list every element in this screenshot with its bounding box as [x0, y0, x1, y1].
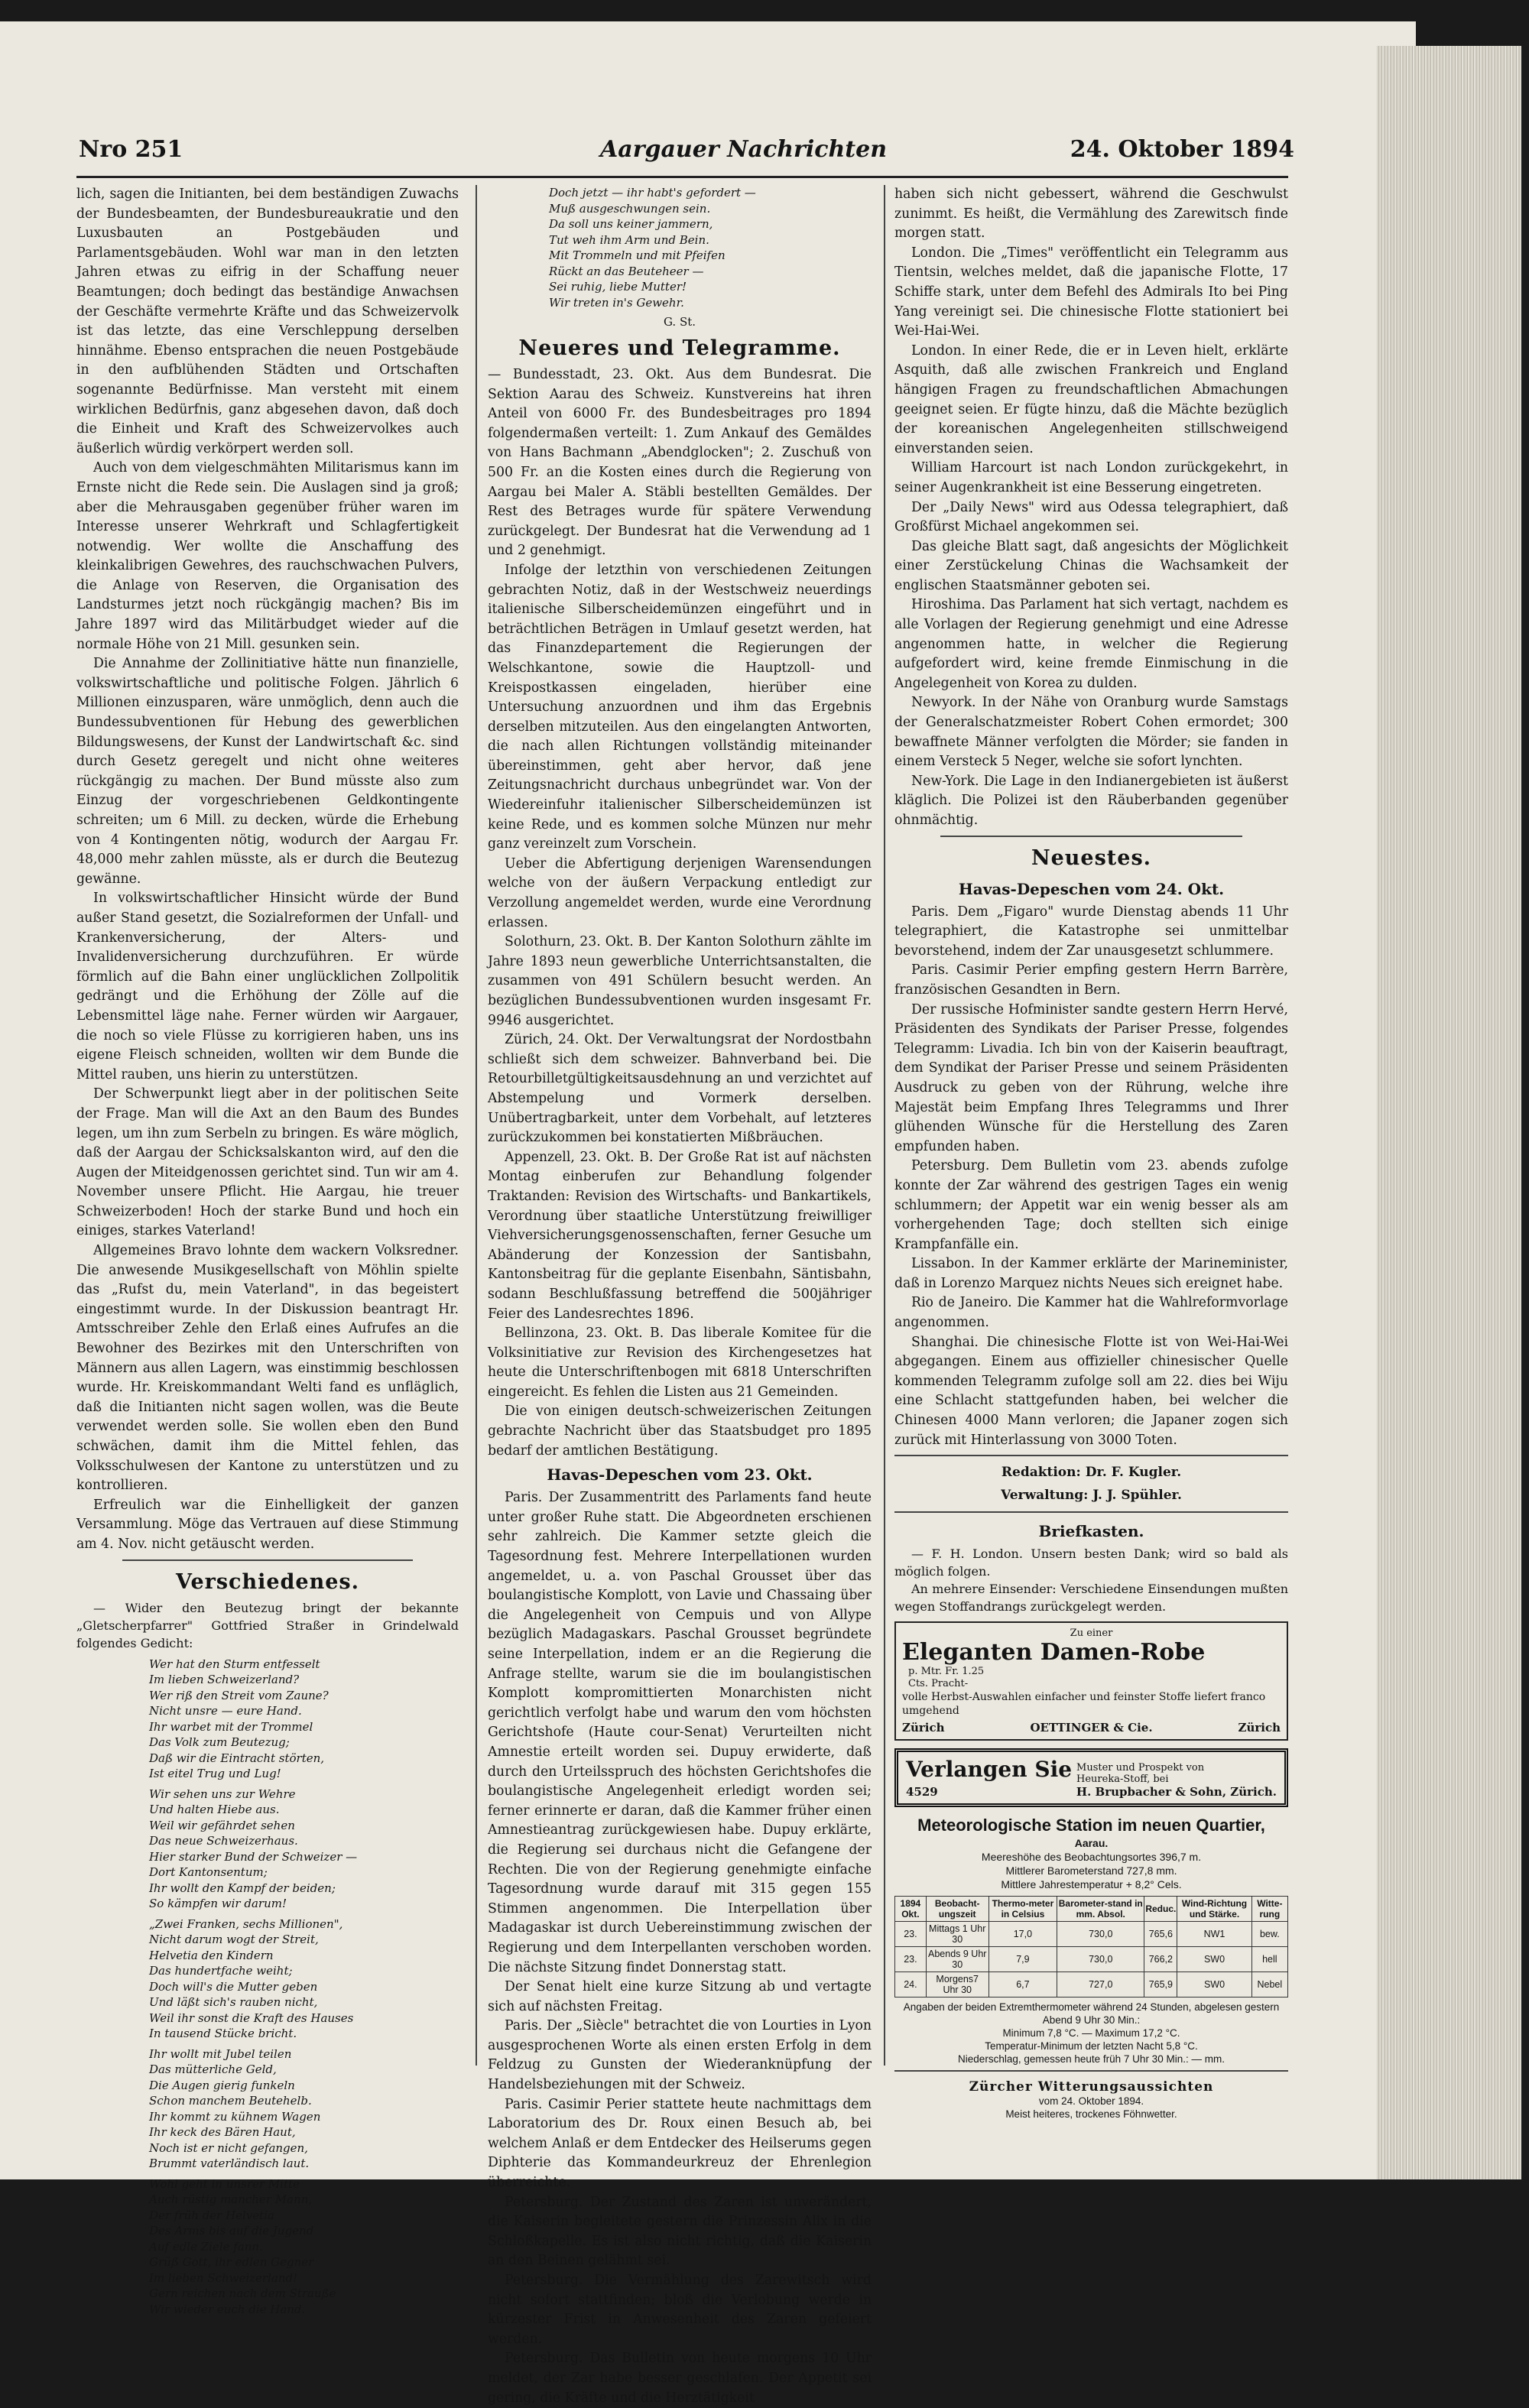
weather-note: Temperatur-Minimum der letzten Nacht 5,8 °C.	[985, 2040, 1198, 2052]
table-cell: Mittags 1 Uhr 30	[926, 1921, 988, 1946]
table-header: Witte-rung	[1251, 1896, 1287, 1921]
news-item: Solothurn, 23. Okt. B. Der Kanton Solothurn zählte im Jahre 1893 neun gewerbliche Unterrichtsanstalten, die zusammen von 491 Schülern besucht werden. An bezüglichen Bundessubventionen wurden insgesamt Fr. 9946 ausgerichtet.	[488, 934, 872, 1028]
issue-number: Nro 251	[79, 136, 183, 163]
article-paragraph: Erfreulich war die Einhelligkeit der ganzen Versammlung. Möge das Vertrauen auf diese Stimmung am 4. Nov. nicht getäuscht werden.	[76, 1497, 459, 1552]
weather-title: Meteorologische Station im neuen Quartier,	[917, 1815, 1265, 1835]
news-item: Shanghai. Die chinesische Flotte ist von Wei-Hai-Wei abgegangen. Einem aus offizieller chinesischer Quelle kommenden Telegramm zufolge soll am 22. dies bei Wiju eine Schlacht stattgefunden haben, bei welcher die Chinesen 4000 Mann verloren; die Japaner zogen sich zurück mit Hinterlassung von 3000 Toten.	[894, 1334, 1288, 1448]
weather-line: Mittlerer Barometerstand 727,8 mm.	[1005, 1864, 1177, 1877]
news-item: Bellinzona, 23. Okt. B. Das liberale Komitee für die Volksinitiative zur Revision des Kirchengesetzes hat heute die Unterschriftenbogen mit 6818 Unterschriften eingereicht. Es fehlen die Listen aus 21 Gemeinden.	[488, 1326, 872, 1400]
letter-note: An mehrere Einsender: Verschiedene Einsendungen mußten wegen Stoffandrangs zurückgelegt werden.	[894, 1582, 1288, 1615]
table-cell: 24.	[895, 1972, 927, 1997]
ad-body: volle Herbst-Auswahlen einfacher und feinster Stoffe liefert franco umgehend	[902, 1691, 1266, 1718]
table-header: Thermo-meter in Celsius	[988, 1896, 1057, 1921]
table-cell: 730,0	[1057, 1921, 1144, 1946]
article-paragraph: lich, sagen die Initianten, bei dem beständigen Zuwachs der Bundesbeamten, der Bundesbureaukratie und den Luxusbauten an Postgebäuden und Parlamentsgebäuden. Wohl war man in den letzten Jahren etwas zu eifrig in der Schaffung neuer Beamtungen; doch bedingt das beständige Anwachsen der Geschäfte vermehrte Kräfte und das Schweizervolk ist das letzte, das eine Verschleppung derselben hinnähme. Ebenso entsprachen die neuen Postgebäude in den aufblühenden Städten und Ortschaften sogenannte Bedürfnisse. Man versteht mit einem wirklichen Bedürfnis, ganz abgesehen davon, daß doch die Einheit und Kraft des Schweizervolkes auch äußerlich würdig verkörpert werden soll.	[76, 187, 459, 456]
table-header: 1894 Okt.	[895, 1896, 927, 1921]
section-heading-havas-23: Havas-Depeschen vom 23. Okt.	[547, 1465, 813, 1485]
poem-stanza: Doch jetzt — ihr habt's gefordert — Muß ausgeschwungen sein. Da soll uns keiner jammern, Tut weh ihm Arm und Bein. Mit Trommeln und mit Pfeifen Rückt an das Beuteheer — Sei ruhig, liebe Mutter! Wir treten in's Gewehr.	[549, 186, 756, 310]
news-item: Paris. Der „Siècle" betrachtet die von Lourties in Lyon ausgesprochenen Worte als einen ersten Erfolg in dem Feldzug zu Gunsten der Wiederanknüpfung der Handelsbeziehungen mit der Schweiz.	[488, 2018, 872, 2093]
news-item: Der „Daily News" wird aus Odessa telegraphiert, daß Großfürst Michael angekommen sei.	[894, 499, 1288, 535]
forecast-title: Zürcher Witterungsaussichten	[969, 2079, 1214, 2095]
column-divider	[476, 185, 477, 2066]
issue-date: 24. Oktober 1894	[1070, 136, 1294, 163]
forecast-text: Meist heiteres, trockenes Föhnwetter.	[1005, 2108, 1177, 2120]
article-paragraph: Die Annahme der Zollinitiative hätte nun finanzielle, volkswirtschaftliche und politische Folgen. Jährlich 6 Millionen einzusparen, wäre unmöglich, denn auch die Bundessubventionen für Hebung des gewerblichen Bildungswesens, der Kunst der Landwirtschaft &c. sind durch Gesetz geregelt und nicht ohne weiteres rückgängig zu machen. Der Bund müsste also zum Einzug der vorgeschriebenen Geldkontingente schreiten; um 6 Mill. zu decken, würde die Erhebung von 4 Kontingenten nötig, wodurch der Aargau Fr. 48,000 mehr zahlen müsste, als er durch die Beutezug gewänne.	[76, 656, 459, 887]
poem-stanza: Wohl geht in unsrer Mitte Auch rüstig mancher Mann, Der früh der Helvetia Des Arms bis auf die Jugend Auf edle Ziele fann. Grüß Gott, ihr edlen Gegner Im lieben Schweizerland! Gern reichen nach dem Strauße Wir wieder euch die Hand.	[149, 2176, 336, 2316]
news-item: Ueber die Abfertigung derjenigen Warensendungen welche von der äußern Verpackung entledigt zur Verzollung angemeldet werden, wurde eine Verordnung erlassen.	[488, 855, 872, 930]
column-3	[894, 185, 1288, 2120]
table-cell: 6,7	[988, 1972, 1057, 1997]
table-header: Reduc.	[1144, 1896, 1177, 1921]
table-header: Wind-Richtung und Stärke.	[1177, 1896, 1251, 1921]
article-paragraph: Auch von dem vielgeschmähten Militarismus kann im Ernste nicht die Rede sein. Die Auslagen sind ja groß; aber die Mehrausgaben gegenüber früher waren im Interesse unserer Wehrkraft und Schlagfertigkeit notwendig. Wer wollte die Anschaffung des kleinkalibrigen Gewehres, des rauchschwachen Pulvers, die Anlage von Reserven, die Organisation des Landsturmes jetzt noch rückgängig machen? Bis im Jahre 1897 wird das Militärbudget wieder auf die normale Höhe von 21 Mill. gesunken sein.	[76, 460, 459, 652]
news-item: Das gleiche Blatt sagt, daß angesichts der Möglichkeit einer Zerstückelung Chinas die Wachsamkeit der englischen Staatsmänner geboten sei.	[894, 538, 1288, 593]
table-cell: 23.	[895, 1946, 927, 1972]
table-cell: hell	[1251, 1946, 1287, 1972]
news-item: William Harcourt ist nach London zurückgekehrt, in seiner Augenkrankheit ist eine Besserung eingetreten.	[894, 460, 1288, 495]
section-heading-neueres: Neueres und Telegramme.	[518, 336, 841, 360]
news-item: Der Senat hielt eine kurze Sitzung ab und vertagte sich auf nächsten Freitag.	[488, 1979, 872, 2014]
poem-stanza: Wir sehen uns zur Wehre Und halten Hiebe aus. Weil wir gefährdet sehen Das neue Schweizerhaus. Hier starker Bund der Schweizer — Dort Kantonsentum; Ihr wollt den Kampf der beiden; So kämpfen wir darum!	[149, 1787, 358, 1911]
section-heading-havas-24: Havas-Depeschen vom 24. Okt.	[958, 879, 1225, 898]
table-cell: bew.	[1251, 1921, 1287, 1946]
news-item: Zürich, 24. Okt. Der Verwaltungsrat der Nordostbahn schließt sich dem schweizer. Bahnverband bei. Die Retourbilletgültigkeitsausdehnung an und verzichtet auf Abstempelung und Vormerk derselben. Unübertragbarkeit, unter dem Vorbehalt, auf letzteres zurückzukommen bei konstatierten Mißbräuchen.	[488, 1032, 872, 1146]
article-paragraph: Allgemeines Bravo lohnte dem wackern Volksredner. Die anwesende Musikgesellschaft von Möhlin spielte das „Rufst du, mein Vaterland", in das begeistert eingestimmt wurde. In der Diskussion beantragt Hr. Amtsschreiber Zehle den Erlaß eines Aufrufes an die Bewohner des Bezirkes mit den Unterschriften von Männern aus allen Lagern, was einstimmig beschlossen wurde. Hr. Kreiskommandant Welti fand es unfläglich, daß die Initianten nicht sagen wollen, was die Beute verwendet werden solle. Sie wollen eben den Bund schwächen, damit ihm die Mittel fehlen, das Volksschulwesen der Kantone zu unterstützen und zu kontrollieren.	[76, 1243, 459, 1494]
ad-number: 4529	[906, 1784, 938, 1799]
news-item: Newyork. In der Nähe von Oranburg wurde Samstags der Generalschatzmeister Robert Cohen ermordet; 300 bewaffnete Männer verfolgten die Mörder; sie fanden in einem Versteck 5 Neger, welche sie sofort lynchten.	[894, 695, 1288, 770]
table-cell: Nebel	[1251, 1972, 1287, 1997]
advertisement-heureka	[894, 1748, 1288, 1807]
column-1	[76, 185, 459, 2316]
table-cell: SW0	[1177, 1972, 1251, 1997]
table-cell: 766,2	[1144, 1946, 1177, 1972]
news-item: Appenzell, 23. Okt. B. Der Große Rat ist auf nächsten Montag einberufen zur Behandlung folgender Traktanden: Revision des Wirtschafts- und Bankartikels, Verordnung über staatliche Unterstützung freiwilliger Viehversicherungsgenossenschaften, ferner Gesuche um Abänderung der Konzession der Santisbahn, Kantonsbeitrag für die geplante Eisenbahn, Säntisbahn, sodann Beschlußfassung betreffend die 500jähriger Feier des Landesrechtes 1896.	[488, 1149, 872, 1322]
ad-price: p. Mtr. Fr. 1.25 Cts. Pracht-	[908, 1666, 985, 1690]
news-item: Paris. Dem „Figaro" wurde Dienstag abends 11 Uhr telegraphiert, die Katastrophe sei unmittelbar bevorstehend, indem der Zar unausgesetzt schlummere.	[894, 904, 1288, 959]
table-cell: 17,0	[988, 1921, 1057, 1946]
poem-stanza: Ihr wollt mit Jubel teilen Das mütterliche Geld, Die Augen gierig funkeln Schon manchem Beutehelb. Ihr kommt zu kühnem Wagen Ihr keck des Bären Haut, Noch ist er nicht gefangen, Brummt vaterländisch laut.	[149, 2046, 321, 2171]
poem-author: G. St.	[663, 315, 696, 329]
section-heading-verschiedenes: Verschiedenes.	[175, 1569, 360, 1594]
page-edge-stack	[1376, 46, 1521, 2179]
news-item: Infolge der letzthin von verschiedenen Zeitungen gebrachten Notiz, daß in der Westschweiz neuerdings italienische Silberscheidemünzen eingeführt und in beträchtlichen Beträgen in Umlauf gesetzt werden, hat das Finanzdepartement die Regierungen der Welschkantone, sowie die Hauptzoll- und Kreispostkassen eingeladen, hierüber eine Untersuchung anzuordnen und ihm das Ergebnis derselben mitzuteilen. Aus den eingelangten Antworten, die nach allen Richtungen vollständig miteinander übereinstimmen, geht aber hervor, daß jene Zeitungsnachricht durchaus unbegründet war. Von der Wiedereinfuhr italienischer Silberscheidemünzen ist keine Rede, und es kommen solche Münzen nur mehr ganz vereinzelt zum Vorschein.	[488, 562, 872, 852]
section-heading-briefkasten: Briefkasten.	[1038, 1522, 1144, 1541]
table-cell: SW0	[1177, 1946, 1251, 1972]
column-divider	[884, 185, 885, 2066]
news-item: Die von einigen deutsch-schweizerischen Zeitungen gebrachte Nachricht über das Staatsbudget pro 1895 bedarf der amtlichen Bestätigung.	[488, 1404, 872, 1459]
ad-city: Zürich	[902, 1721, 945, 1735]
weather-table	[894, 1896, 1288, 1997]
news-item: — Bundesstadt, 23. Okt. Aus dem Bundesrat. Die Sektion Aarau des Schweiz. Kunstvereins hat ihren Anteil von 6000 Fr. des Bundesbeitrages pro 1894 folgendermaßen verteilt: 1. Zum Ankauf des Gemäldes von Hans Bachmann „Abendglocken"; 2. Zuschuß von 500 Fr. an die Kosten eines durch die Regierung von Aargau bei Maler A. Stäbli bestellten Gemäldes. Der Rest des Betrages wurde für spätere Verwendung zurückgelegt. Der Bundesrat hat die Verwendung ad 1 und 2 genehmigt.	[488, 367, 872, 559]
news-item: Paris. Casimir Perier empfing gestern Herrn Barrère, französischen Gesandten in Bern.	[894, 962, 1288, 998]
section-rule	[894, 2070, 1288, 2072]
table-cell: NW1	[1177, 1921, 1251, 1946]
ad-headline: Verlangen Sie	[906, 1757, 1073, 1783]
ad-firm: H. Brupbacher & Sohn, Zürich.	[1076, 1784, 1277, 1799]
table-row	[895, 1972, 1288, 1997]
table-cell: 23.	[895, 1921, 927, 1946]
poem-stanza: Wer hat den Sturm entfesselt Im lieben Schweizerland? Wer riß den Streit vom Zaune? Nicht unsre — eure Hand. Ihr warbet mit der Trommel Das Volk zum Beutezug; Daß wir die Eintracht störten, Ist eitel Trug und Lug!	[149, 1657, 329, 1781]
news-item: Lissabon. In der Kammer erklärte der Marineminister, daß in Lorenzo Marquez nichts Neues sich ereignet habe.	[894, 1256, 1288, 1291]
weather-station-report	[894, 1815, 1288, 2066]
news-item: haben sich nicht gebessert, während die Geschwulst zunimmt. Es heißt, die Vermählung des Zarewitsch finde morgen statt.	[894, 187, 1288, 242]
news-item: Petersburg. Der Zustand des Zaren ist unverändert, die Kaiserin begleitete gestern die Prinzessin Alix in die Schloßkapelle. Es ist also nicht richtig, daß die Kaiserin an den Beinen gelähmt sei.	[488, 2194, 872, 2269]
table-cell: Abends 9 Uhr 30	[926, 1946, 988, 1972]
ad-headline: Eleganten Damen-Robe	[902, 1639, 1206, 1666]
table-cell: 727,0	[1057, 1972, 1144, 1997]
newspaper-title: Aargauer Nachrichten	[600, 136, 888, 163]
news-item: London. Die „Times" veröffentlicht ein Telegramm aus Tientsin, welches meldet, daß die japanische Flotte, 17 Schiffe stark, unter dem Befehl des Admirals Ito bei Ping Yang vereinigt sei. Die chinesische Flotte stationiert bei Wei-Hai-Wei.	[894, 245, 1288, 339]
news-item: Der russische Hofminister sandte gestern Herrn Hervé, Präsidenten des Syndikats der Pariser Presse, folgendes Telegramm: Livadia. Ich bin von der Kaiserin beauftragt, dem Syndikat der Pariser Presse und seinem Präsidenten Ausdruck zu geben von der Rührung, welche ihre Majestät beim Empfang Ihres Telegramms und Ihrer glühenden Wünsche für die Herstellung des Zaren empfunden haben.	[894, 1001, 1288, 1154]
section-rule	[894, 1455, 1288, 1456]
poem-stanza: „Zwei Franken, sechs Millionen", Nicht darum wogt der Streit, Helvetia den Kindern Das hundertfache weiht; Doch will's die Mutter geben Und läßt sich's rauben nicht, Weil ihr sonst die Kraft des Hauses In tausend Stücke bricht.	[149, 1916, 354, 2041]
column-2	[488, 185, 872, 2406]
article-paragraph: Der Schwerpunkt liegt aber in der politischen Seite der Frage. Man will die Axt an den Baum des Bundes legen, um ihn zum Serbeln zu bringen. Es wäre möglich, daß der Aargau der Schicksalskanton wird, auf den die Augen der Miteidgenossen gerichtet sind. Tun wir am 4. November unsere Pflicht. Hie Aargau, hie treuer Schweizerboden! Hoch der starke Bund und hoch ein einiges, starkes Vaterland!	[76, 1086, 459, 1239]
weather-note: Angaben der beiden Extremthermometer während 24 Stunden, abgelesen gestern Abend 9 Uhr 30 Min.:	[903, 2001, 1280, 2026]
table-row	[895, 1946, 1288, 1972]
section-heading-neuestes: Neuestes.	[1031, 845, 1152, 870]
news-item: New-York. Die Lage in den Indianergebieten ist äußerst kläglich. Die Polizei ist den Räuberbanden gegenüber ohnmächtig.	[894, 773, 1288, 828]
table-cell: 765,9	[1144, 1972, 1177, 1997]
table-header: Beobacht-ungszeit	[926, 1896, 988, 1921]
news-item: Hiroshima. Das Parlament hat sich vertagt, nachdem es alle Vorlagen der Regierung genehmigt und eine Adresse angenommen hatte, in welcher die Regierung aufgefordert wird, keine fremde Einmischung in die Angelegenheit von Korea zu dulden.	[894, 597, 1288, 691]
weather-line: Meereshöhe des Beobachtungsortes 396,7 m.	[981, 1850, 1202, 1863]
news-item: Petersburg. Das Bulletin von heute morgens 10 Uhr meldet, der Zar habe besser geschlafen. Der Appetit sei gering, die Kräfte und die Herztätigkeit	[488, 2351, 872, 2406]
table-cell: 765,6	[1144, 1921, 1177, 1946]
table-row	[895, 1921, 1288, 1946]
ad-kicker: Zu einer	[1070, 1628, 1113, 1640]
weather-note: Minimum 7,8 °C. — Maximum 17,2 °C.	[1002, 2027, 1180, 2039]
weather-place: Aarau.	[1074, 1836, 1109, 1849]
masthead	[65, 136, 1294, 173]
section-rule	[122, 1559, 413, 1561]
article-paragraph: — Wider den Beutezug bringt der bekannte „Gletscherpfarrer" Gottfried Straßer in Grindelwald folgendes Gedicht:	[76, 1600, 459, 1650]
section-rule	[894, 1511, 1288, 1513]
advertisement-damen-robe	[894, 1621, 1288, 1741]
ad-firm: OETTINGER & Cie.	[1030, 1721, 1153, 1735]
table-cell: 730,0	[1057, 1946, 1144, 1972]
editor-line: Redaktion: Dr. F. Kugler.	[1001, 1465, 1182, 1481]
header-rule	[76, 176, 1288, 178]
news-item: Rio de Janeiro. Die Kammer hat die Wahlreformvorlage angenommen.	[894, 1295, 1288, 1331]
news-item: Paris. Casimir Perier stattete heute nachmittags dem Laboratorium des Dr. Roux einen Besuch ab, bei welchem Anlaß er dem Entdecker des Heilserums gegen Diphterie das Kommandeurkreuz der Ehrenlegion überreichte.	[488, 2096, 872, 2191]
table-header: Barometer-stand in mm. Absol.	[1057, 1896, 1144, 1921]
section-rule	[940, 836, 1242, 837]
weather-note: Niederschlag, gemessen heute früh 7 Uhr 30 Min.: — mm.	[958, 2053, 1225, 2065]
publisher-line: Verwaltung: J. J. Spühler.	[1001, 1488, 1182, 1504]
news-item: Petersburg. Dem Bulletin vom 23. abends zufolge konnte der Zar während des gestrigen Tages ein wenig schlummern; der Appetit war ein wenig besser als am vorhergehenden Tage; doch stellten sich einige Krampfanfälle ein.	[894, 1158, 1288, 1252]
table-cell: 7,9	[988, 1946, 1057, 1972]
news-item: Paris. Der Zusammentritt des Parlaments fand heute unter großer Ruhe statt. Die Abgeordneten erschienen sehr zahlreich. Die Kammer setzte gleich die Tagesordnung fest. Mehrere Interpellationen wurden angemeldet, u. a. von Paschal Grousset über das boulangistische Komplott, von Lavie und Chassaing über die Angelegenheit von Cempuis und von Allype bezüglich Madagaskars. Paschal Grousset begründete seine Interpellation, indem er an die Regierung die Anfrage stellte, warum sie die im boulangistischen Komplott kompromittierten Monarchisten nicht gerichtlich verfolgt habe und warum den vom höchsten Gerichtshofe (Haute cour-Senat) Verurteilten nicht Amnestie erteilt worden sei. Dupuy erwiderte, daß durch den Urteilsspruch des höchsten Gerichtshofes die boulangistische Angelegenheit erledigt worden sei; ferner erinnerte er daran, daß die Kammer früher einen Amnestieantrag zurückgewiesen habe. Dupuy erklärte, die Regierung sei durchaus nicht die Gefangene der Rechten. Die von der Regierung genehmigte einfache Tagesordnung wurde darauf mit 315 gegen 155 Stimmen angenommen. Die Interpellation über Madagaskar ist durch Uebereinstimmung zwischen der Regierung und dem Interpellanten verschoben worden. Die nächste Sitzung findet Donnerstag statt.	[488, 1490, 872, 1975]
letter-note: — F. H. London. Unsern besten Dank; wird so bald als möglich folgen.	[894, 1546, 1288, 1579]
weather-line: Mittlere Jahrestemperatur + 8,2° Cels.	[1001, 1877, 1182, 1890]
table-cell: Morgens7 Uhr 30	[926, 1972, 988, 1997]
forecast-date: vom 24. Oktober 1894.	[1038, 2095, 1144, 2107]
ad-city: Zürich	[1238, 1721, 1281, 1735]
news-item: Petersburg. Die Vermählung des Zarewitsch wird nicht sofort stattfinden; bloß die Verlobung werde in kürzester Frist in Anwesenheit des Zaren gefeiert werden.	[488, 2273, 872, 2347]
ad-body: Muster und Prospekt von Heureka-Stoff, bei	[1076, 1761, 1205, 1785]
news-item: London. In einer Rede, die er in Leven hielt, erklärte Asquith, daß alle zwischen Frankreich und England hängigen Fragen zu freundschaftlichen Abmachungen geeignet seien. Er fügte hinzu, daß die Mächte bezüglich der koreanischen Angelegenheiten stillschweigend einverstanden seien.	[894, 342, 1288, 456]
article-paragraph: In volkswirtschaftlicher Hinsicht würde der Bund außer Stand gesetzt, die Sozialreformen der Unfall- und Krankenversicherung, der Alters- und Invalidenversicherung durchzuführen. Er würde förmlich auf die Bahn einer unglücklichen Zollpolitik gedrängt und die Erhöhung der Zölle auf die Lebensmittel läge nahe. Ferner würden wir Aargauer, die noch so viele Flüsse zu korrigieren haben, uns ins eigene Fleisch schneiden, wollten wir dem Bunde die Mittel rauben, uns hierin zu unterstützen.	[76, 891, 459, 1082]
